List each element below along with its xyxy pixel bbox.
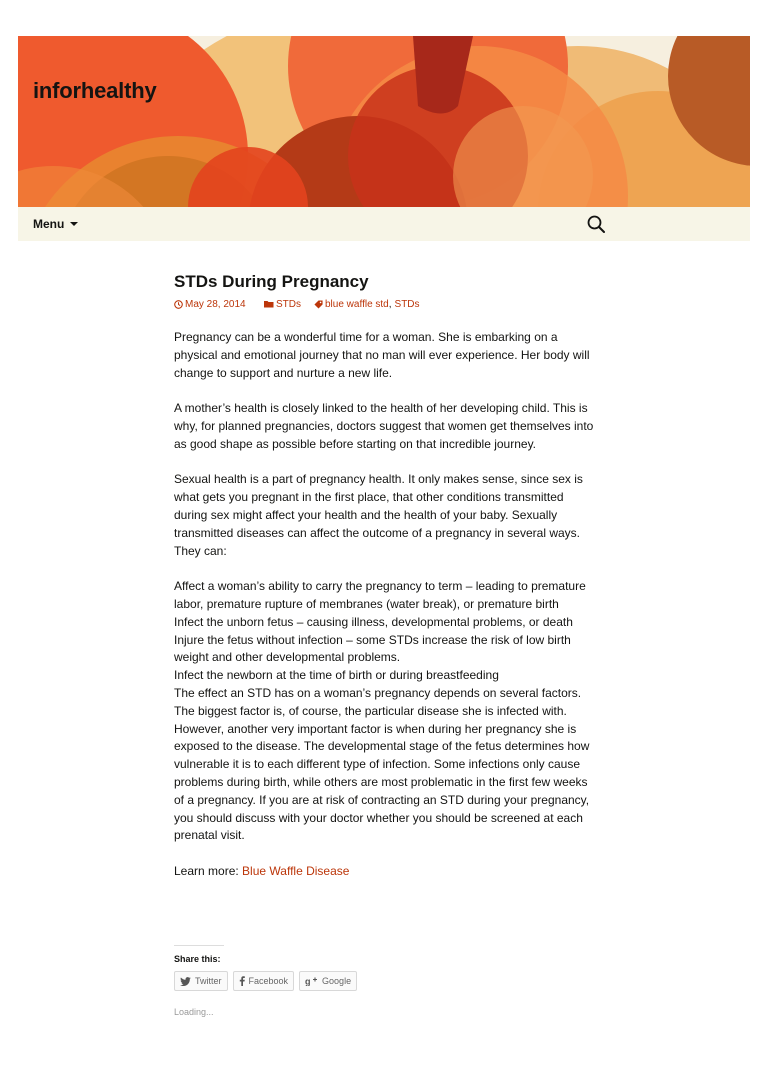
- share-facebook-label: Facebook: [248, 976, 289, 986]
- post-date: May 28, 2014: [185, 298, 246, 310]
- nav-bar: [18, 207, 750, 241]
- menu-button[interactable]: [33, 217, 78, 231]
- tag-link[interactable]: blue waffle std: [325, 298, 389, 310]
- list-item: Affect a woman’s ability to carry the pregnancy to term – leading to premature labor, premature rupture of membranes (water break), or premature birth: [174, 579, 586, 611]
- effects-list: [174, 578, 594, 845]
- svg-text:g: g: [305, 976, 311, 986]
- caret-down-icon: [70, 222, 78, 226]
- post-category: STDs: [276, 298, 301, 310]
- share-twitter-button[interactable]: [174, 971, 228, 991]
- share-facebook-button[interactable]: [233, 971, 295, 991]
- share-twitter-label: Twitter: [195, 976, 222, 986]
- list-item: Infect the newborn at the time of birth or during breastfeeding: [174, 668, 499, 683]
- post-title[interactable]: STDs During Pregnancy: [174, 272, 369, 291]
- learn-more: [174, 863, 594, 881]
- paragraph: Pregnancy can be a wonderful time for a woman. She is embarking on a physical and emotional journey that no man will ever experience. Her body will change to support and nurture a new life.: [174, 330, 590, 380]
- search-icon[interactable]: [587, 215, 605, 233]
- loading-text: Loading...: [174, 1007, 214, 1017]
- learn-more-link[interactable]: Blue Waffle Disease: [242, 863, 350, 878]
- menu-label: Menu: [33, 217, 65, 231]
- share-divider: [174, 945, 224, 946]
- tag-icon: [314, 300, 323, 309]
- post-content: [174, 329, 594, 881]
- list-item: Infect the unborn fetus – causing illness, developmental problems, or death: [174, 614, 573, 629]
- tag-separator: ,: [388, 298, 392, 310]
- list-item: The effect an STD has on a woman’s pregnancy depends on several factors. The biggest factor is, of course, the particular disease she is infected with. However, another very important factor is when during her pregnancy she is exposed to the disease. The developmental stage of the fetus determines how vulnerable it is to each different type of infection. Some infections only cause problems during birth, while others are most problematic in the first few weeks of a pregnancy. If you are at risk of contracting an STD during your pregnancy, you should discuss with your doctor whether you should be screened at each prenatal visit.: [174, 685, 590, 843]
- folder-icon: [264, 300, 274, 308]
- post-article: [174, 271, 594, 899]
- share-google-label: Google: [322, 976, 352, 986]
- paragraph: A mother’s health is closely linked to the health of her developing child. This is why, for planned pregnancies, doctors suggest that women get themselves into as good shape as possible before starting on that incredible journey.: [174, 401, 594, 451]
- header-pattern: [18, 36, 750, 207]
- clock-icon: [174, 300, 183, 309]
- share-google-button[interactable]: [299, 971, 357, 991]
- tag-link[interactable]: STDs: [394, 298, 420, 310]
- facebook-icon: [239, 976, 245, 986]
- post-tags: [314, 299, 420, 310]
- site-wrapper: [18, 36, 750, 241]
- paragraph: Sexual health is a part of pregnancy health. It only makes sense, since sex is what gets you pregnant in the first place, that other conditions transmitted during sex might affect your health and the health of your baby. Sexually transmitted diseases can affect the outcome of a pregnancy in several ways. They can:: [174, 472, 583, 558]
- share-section: [174, 945, 594, 1017]
- share-buttons: [174, 971, 594, 991]
- learn-more-prefix: Learn more:: [174, 863, 243, 878]
- share-title: Share this:: [174, 954, 221, 964]
- google-plus-icon: [305, 976, 318, 986]
- site-header: [18, 36, 750, 207]
- twitter-icon: [180, 977, 191, 986]
- post-date-link[interactable]: [174, 299, 264, 310]
- post-category-link[interactable]: [264, 299, 314, 310]
- list-item: Injure the fetus without infection – some STDs increase the risk of low birth weight and other developmental problems.: [174, 632, 571, 665]
- site-title[interactable]: inforhealthy: [33, 78, 157, 103]
- post-meta: [174, 297, 594, 311]
